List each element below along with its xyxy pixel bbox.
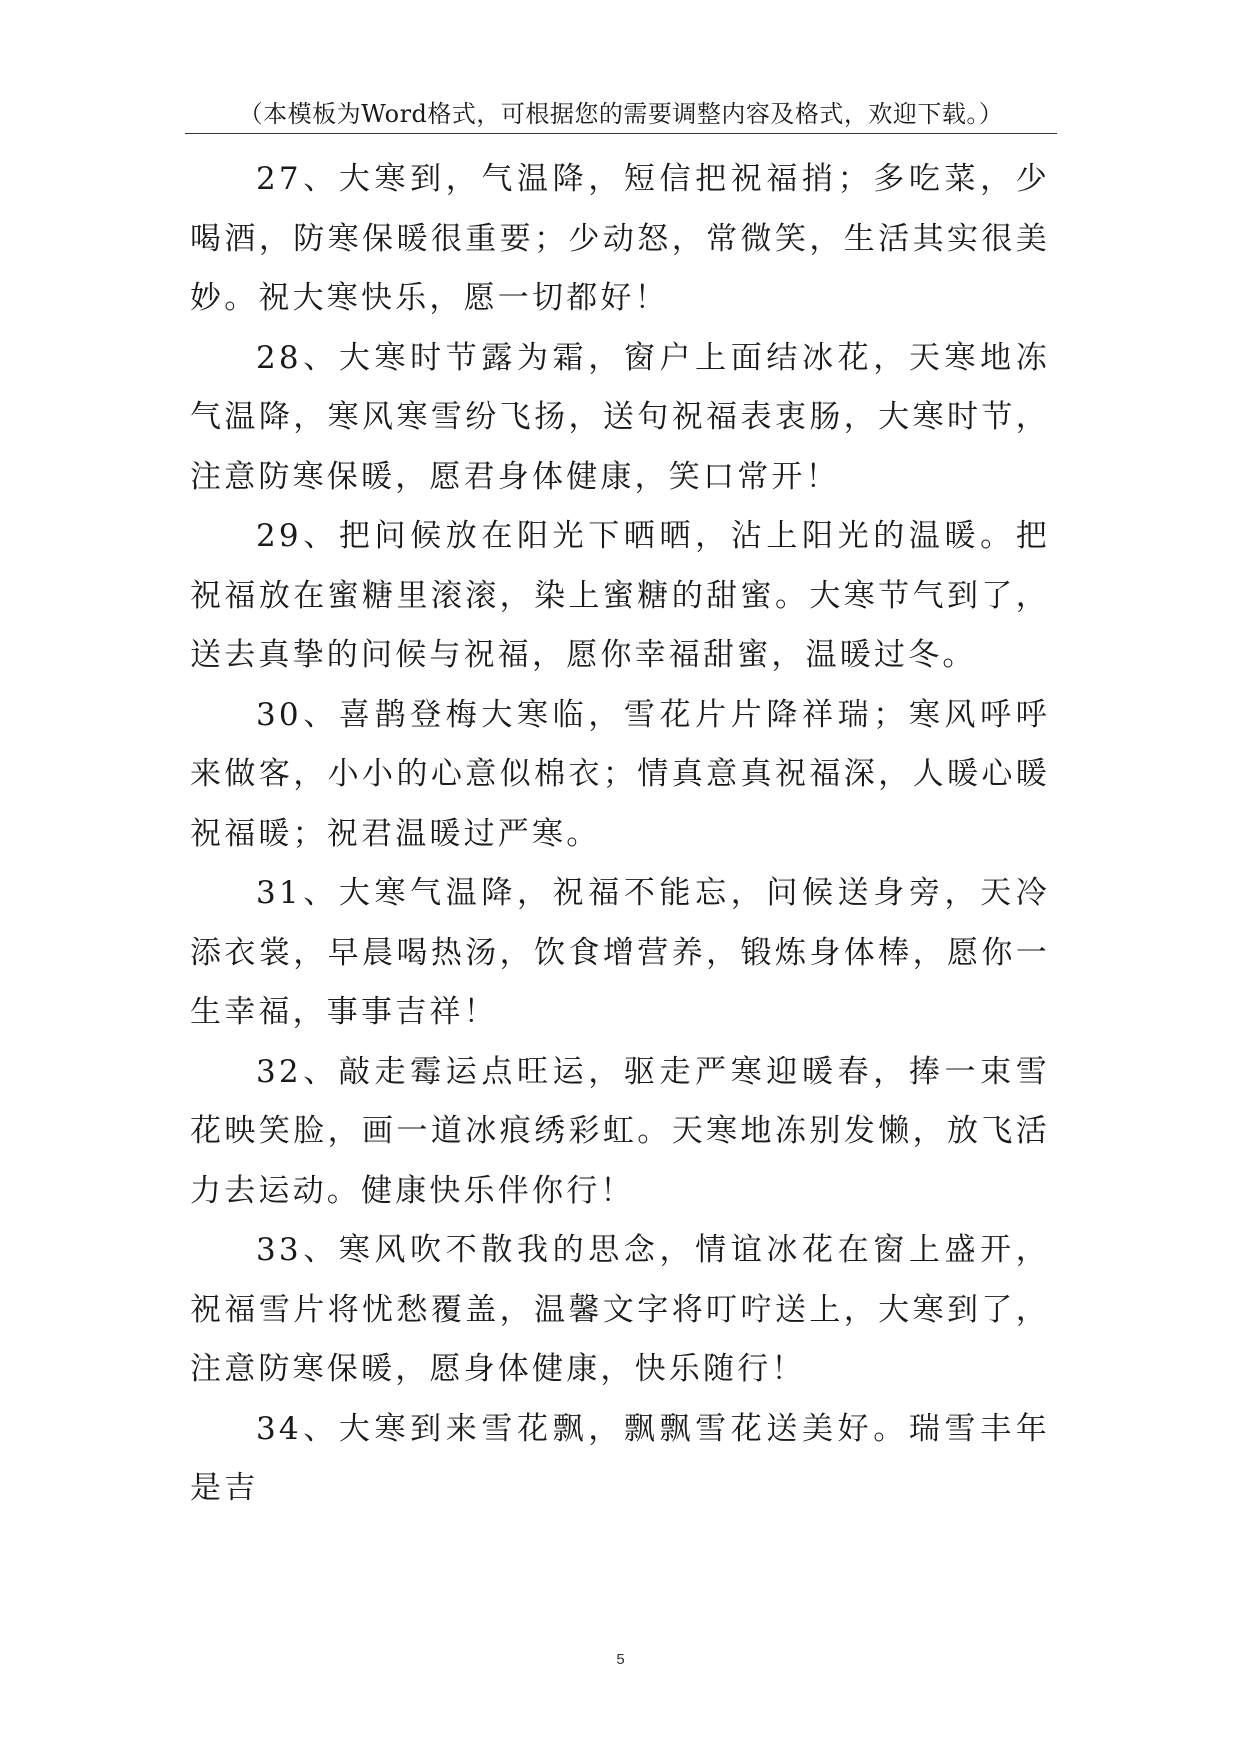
document-body [190,150,1050,1519]
header-rule [185,133,1057,134]
paragraph-32: 32、敲走霉运点旺运，驱走严寒迎暖春，捧一束雪花映笑脸，画一道冰痕绣彩虹。天寒地冻别发懒，放飞活力去运动。健康快乐伴你行！ [190,1053,1050,1209]
paragraph-30: 30、喜鹊登梅大寒临，雪花片片降祥瑞；寒风呼呼来做客，小小的心意似棉衣；情真意真祝福深，人暖心暖祝福暖；祝君温暖过严寒。 [190,696,1050,852]
paragraph-28: 28、大寒时节露为霜，窗户上面结冰花，天寒地冻气温降，寒风寒雪纷飞扬，送句祝福表衷肠，大寒时节，注意防寒保暖，愿君身体健康，笑口常开！ [190,339,1050,495]
paragraph-29: 29、把问候放在阳光下晒晒，沾上阳光的温暖。把祝福放在蜜糖里滚滚，染上蜜糖的甜蜜。大寒节气到了，送去真挚的问候与祝福，愿你幸福甜蜜，温暖过冬。 [190,518,1050,673]
page-header: （本模板为Word格式，可根据您的需要调整内容及格式，欢迎下载。） [238,100,1004,128]
paragraph-34: 34、大寒到来雪花飘，飘飘雪花送美好。瑞雪丰年是吉 [190,1410,1050,1506]
page-number: 5 [616,1651,625,1668]
paragraph-33: 33、寒风吹不散我的思念，情谊冰花在窗上盛开，祝福雪片将忧愁覆盖，温馨文字将叮咛送上，大寒到了，注意防寒保暖，愿身体健康，快乐随行！ [190,1232,1050,1387]
paragraph-31: 31、大寒气温降，祝福不能忘，问候送身旁，天冷添衣裳，早晨喝热汤，饮食增营养，锻炼身体棒，愿你一生幸福，事事吉祥！ [190,875,1050,1030]
paragraph-27: 27、大寒到，气温降，短信把祝福捎；多吃菜，少喝酒，防寒保暖很重要；少动怒，常微笑，生活其实很美妙。祝大寒快乐，愿一切都好！ [190,161,1050,316]
